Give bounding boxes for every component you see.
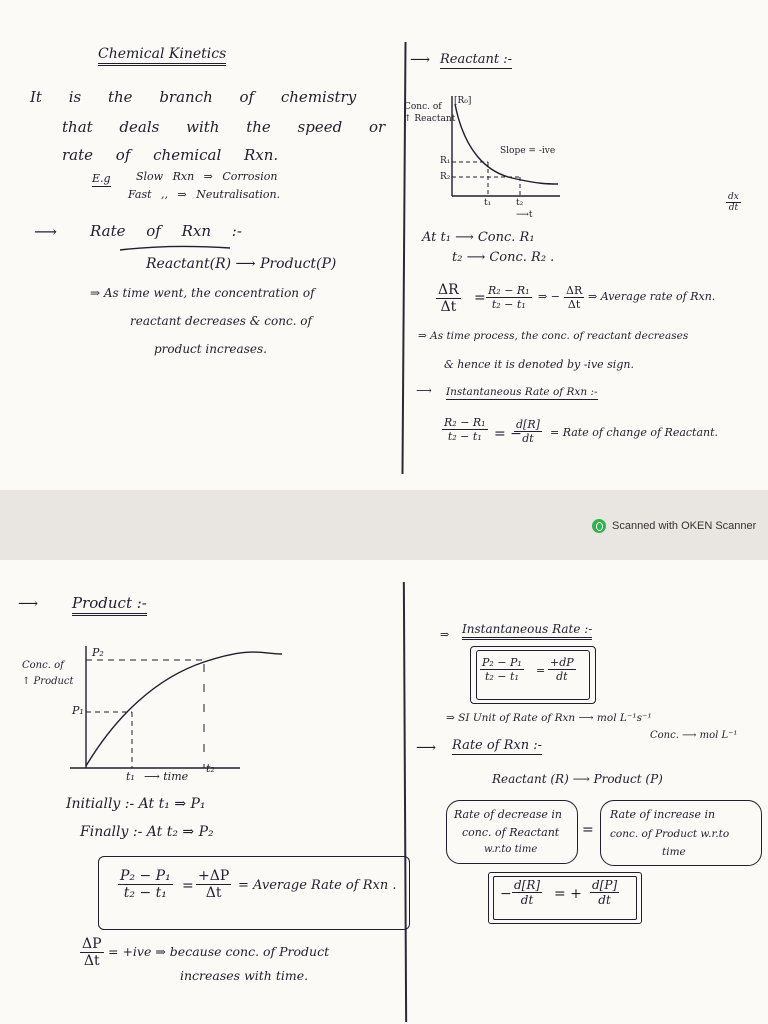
reactant-t1: t₁ <box>484 198 492 208</box>
dec-line-1: Rate of decrease in <box>454 808 563 821</box>
reactant-r2: R₂ <box>440 172 451 182</box>
average-rate-text: ⇒ Average rate of Rxn. <box>588 290 716 303</box>
implies-inst: ⇒ <box>440 628 450 641</box>
arrow-product: ⟶ <box>18 596 39 612</box>
at-t2-conc: t₂ ⟶ Conc. R₂ . <box>452 250 555 265</box>
product-p2: P₂ <box>92 646 104 659</box>
equals-neg: = − <box>494 426 522 442</box>
inst-rate-heading: Instantaneous Rate of Rxn :- <box>446 386 598 398</box>
intro-line-2: that deals with the speed or <box>62 118 386 136</box>
as-time-process-2: & hence it is denoted by -ive sign. <box>444 358 634 371</box>
at-t1-conc: At t₁ ⟶ Conc. R₁ <box>422 230 535 245</box>
eg-label: E.g <box>92 172 111 185</box>
reactant-r1: R₁ <box>440 156 451 166</box>
arrow-rate-heading: ⟶ <box>34 222 57 241</box>
intro-line-3: rate of chemical Rxn. <box>62 146 279 164</box>
avg-rate-fraction: $\frac{\text{R₂ − R₁}}{\text{t₂ − t₁}}$ <box>488 284 530 311</box>
finally-line: Finally :- At t₂ ⇒ P₂ <box>80 824 214 840</box>
as-time-process-1: ⇒ As time process, the conc. of reactant decreases <box>418 330 689 342</box>
dec-line-3: w.r.to time <box>484 844 538 855</box>
neg-delta-r-over-delta-t: $\frac{\Delta R}{\Delta t}$ <box>566 284 583 311</box>
inst-box-equals: = <box>536 664 546 677</box>
final-equals-plus: = + <box>554 886 582 902</box>
as-time-line-3: product increases. <box>154 342 267 356</box>
si-conc-text: Conc. ⟶ mol L⁻¹ <box>650 730 738 741</box>
rate-of-change-text: = Rate of change of Reactant. <box>550 426 719 439</box>
product-p1: P₁ <box>72 704 84 717</box>
dec-line-2: conc. of Reactant <box>462 826 560 839</box>
eg-slow: Slow Rxn ⇒ Corrosion <box>136 170 278 183</box>
box-average-text: = Average Rate of Rxn . <box>238 878 397 893</box>
equals-1: = <box>474 290 486 306</box>
as-time-line-1: ⇒ As time went, the concentration of <box>90 286 315 300</box>
arrow-inst-rate: ⟶ <box>416 384 432 397</box>
implies-neg: ⇒ − <box>538 290 560 303</box>
reaction-bottom: Reactant (R) ⟶ Product (P) <box>492 772 663 786</box>
product-time-axis: ⟶ time <box>144 770 189 783</box>
boxes-equals: = <box>582 822 594 838</box>
rate-heading: Rate of Rxn :- <box>90 222 242 240</box>
final-dp-fraction: $\frac{d[P]}{dt}$ <box>592 878 618 907</box>
si-unit-text: ⇒ SI Unit of Rate of Rxn ⟶ mol L⁻¹s⁻¹ <box>446 712 652 724</box>
inst-rate-heading-bottom: Instantaneous Rate :- <box>462 622 592 640</box>
as-time-line-2: reactant decreases & conc. of <box>130 314 312 328</box>
inst-box-fraction: $\frac{\text{P₂ − P₁}}{\text{t₂ − t₁}}$ <box>482 656 522 683</box>
inc-line-1: Rate of increase in <box>610 808 716 821</box>
product-t2: t₂ <box>206 762 215 775</box>
delta-r-over-delta-t: $\frac{\Delta R}{\Delta t}$ <box>438 282 459 315</box>
product-t1: t₁ <box>126 770 135 783</box>
reaction-equation: Reactant(R) ⟶ Product(P) <box>146 256 337 272</box>
title-chemical-kinetics: Chemical Kinetics <box>98 46 226 66</box>
eg-fast: Fast ,, ⇒ Neutralisation. <box>128 188 281 201</box>
rate-heading-bottom: Rate of Rxn :- <box>452 738 543 753</box>
positive-text-1: = +ive ⇒ because conc. of Product <box>108 944 330 959</box>
final-dr-fraction: $\frac{d[R]}{dt}$ <box>514 878 541 907</box>
product-heading: Product :- <box>72 594 147 616</box>
inst-box-d-fraction: $\frac{+dP}{dt}$ <box>550 656 574 683</box>
box-delta-p-fraction: $\frac{+\Delta P}{\Delta t}$ <box>198 868 230 901</box>
product-ylabel-2: ↑ Product <box>22 676 74 687</box>
reactant-y-top: [R₀] <box>454 96 472 106</box>
inc-line-3: time <box>662 846 686 858</box>
intro-line-1: It is the branch of chemistry <box>30 88 357 106</box>
reactant-slope: Slope = -ive <box>500 146 556 156</box>
reactant-t2: t₂ <box>516 198 524 208</box>
positive-text-2: increases with time. <box>180 968 309 983</box>
scanner-watermark: Scanned with OKEN Scanner <box>592 519 756 533</box>
box-equals: = <box>182 878 194 894</box>
reactant-ylabel-2: ↑ Reactant <box>404 114 456 124</box>
positive-delta-fraction: $\frac{\Delta P}{\Delta t}$ <box>82 936 102 969</box>
product-ylabel-1: Conc. of <box>22 660 64 671</box>
inst-d-fraction: $\frac{d[R]}{dt}$ <box>516 418 540 445</box>
side-note-dx-dt: $\frac{dx}{dt}$ <box>728 192 739 213</box>
inst-rate-fraction: $\frac{\text{R₂ − R₁}}{\text{t₂ − t₁}}$ <box>444 416 486 443</box>
reactant-heading: Reactant :- <box>440 52 512 67</box>
inc-line-2: conc. of Product w.r.to <box>610 828 730 840</box>
initially-line: Initially :- At t₁ ⇒ P₁ <box>66 796 206 812</box>
box-fraction: $\frac{\text{P₂ − P₁}}{\text{t₂ − t₁}}$ <box>120 868 171 901</box>
reactant-ylabel-1: Conc. of <box>404 102 442 112</box>
arrow-reactant: ⟶ <box>410 52 431 68</box>
final-minus: − <box>500 886 512 902</box>
reactant-t-axis: ⟶t <box>516 210 533 220</box>
arrow-rate-bottom: ⟶ <box>416 740 437 756</box>
